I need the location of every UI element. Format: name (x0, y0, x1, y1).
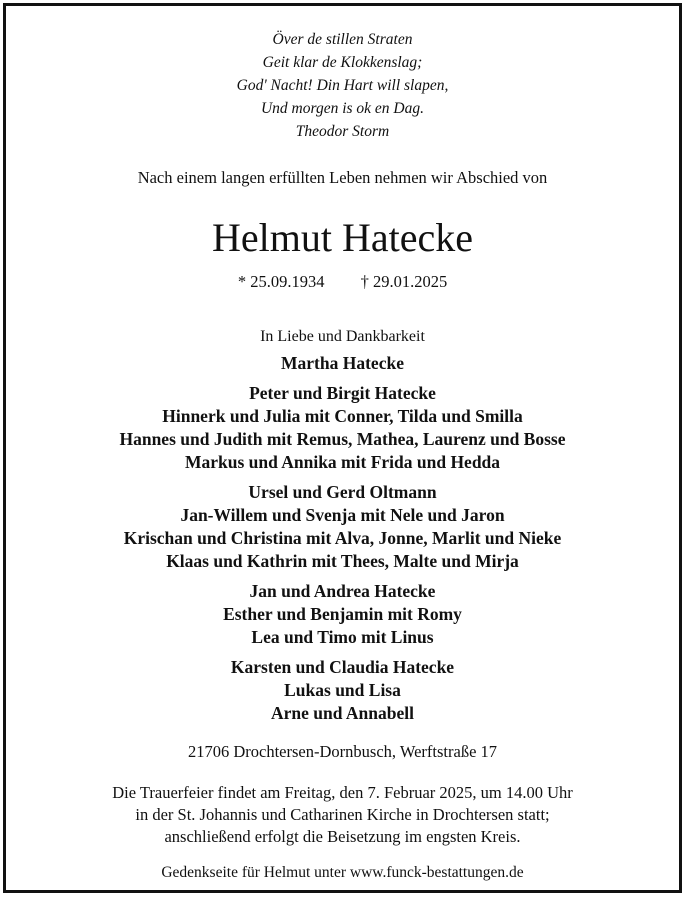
family-group (6, 656, 679, 725)
family-line: Martha Hatecke (281, 353, 404, 373)
funeral-service-info (6, 782, 679, 848)
death-date: † 29.01.2025 (360, 272, 448, 291)
family-line: Karsten und Claudia Hatecke (230, 657, 455, 677)
intro-text: Nach einem langen erfüllten Leben nehmen wir Abschied von (137, 168, 548, 187)
poem-line: Över de stillen Straten (272, 31, 413, 48)
family-group (6, 352, 679, 375)
family-line: Ursel und Gerd Oltmann (248, 482, 437, 502)
family-line: Jan und Andrea Hatecke (249, 581, 436, 601)
poem-line: God' Nacht! Din Hart will slapen, (236, 77, 449, 94)
family-line: Jan-Willem und Svenja mit Nele und Jaron (180, 505, 505, 525)
family-line: Krischan und Christina mit Alva, Jonne, Marlit und Nieke (123, 528, 562, 548)
deceased-name: Helmut Hatecke (212, 215, 473, 260)
service-line: Die Trauerfeier findet am Freitag, den 7. Februar 2025, um 14.00 Uhr (112, 783, 573, 802)
family-line: Klaas und Kathrin mit Thees, Malte und Mirja (166, 551, 519, 571)
family-line: Hinnerk und Julia mit Conner, Tilda und Smilla (162, 406, 523, 426)
birth-date: * 25.09.1934 (237, 272, 325, 291)
family-group (6, 580, 679, 649)
poem-line: Geit klar de Klokkenslag; (262, 54, 423, 71)
family-line: Esther und Benjamin mit Romy (223, 604, 462, 624)
poem (6, 28, 679, 143)
thanks-text: In Liebe und Dankbarkeit (260, 328, 425, 345)
obituary-frame (3, 3, 682, 893)
family-line: Lea und Timo mit Linus (251, 627, 434, 647)
family-group (6, 382, 679, 474)
address: 21706 Drochtersen-Dornbusch, Werftstraße 17 (187, 742, 498, 761)
mourners-list (6, 352, 679, 732)
family-line: Arne und Annabell (271, 703, 414, 723)
memorial-page-info: Gedenkseite für Helmut unter www.funck-bestattungen.de (161, 864, 524, 881)
poem-line: Und morgen is ok en Dag. (260, 100, 424, 117)
poem-author: Theodor Storm (295, 123, 390, 140)
life-dates (6, 272, 679, 292)
family-line: Lukas und Lisa (284, 680, 401, 700)
family-line: Markus und Annika mit Frida und Hedda (184, 452, 501, 472)
family-line: Peter und Birgit Hatecke (249, 383, 436, 403)
family-line: Hannes und Judith mit Remus, Mathea, Laurenz und Bosse (119, 429, 566, 449)
service-line: in der St. Johannis und Catharinen Kirche in Drochtersen statt; (135, 805, 550, 824)
family-group (6, 481, 679, 573)
service-line: anschließend erfolgt die Beisetzung im engsten Kreis. (164, 827, 521, 846)
